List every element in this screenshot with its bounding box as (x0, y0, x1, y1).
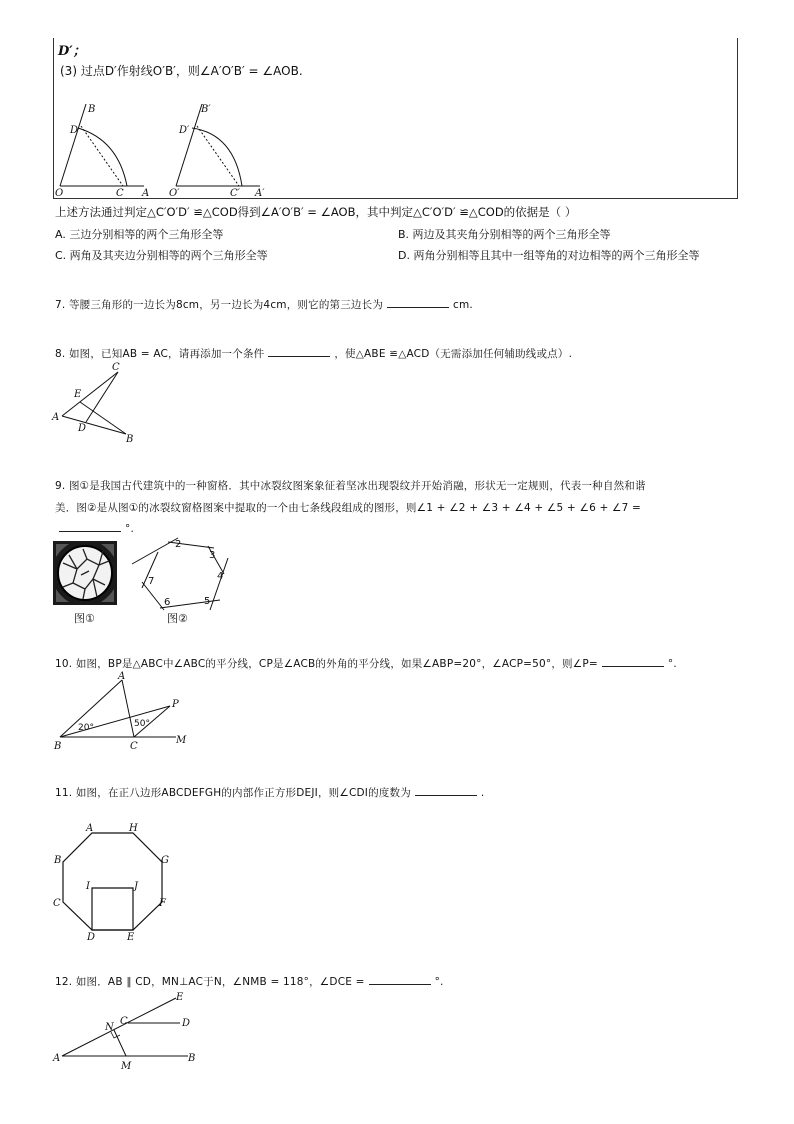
q6-stem: 上述方法通过判定△C′O′D′ ≌△COD得到∠A′O′B′ = ∠AOB，其中判定△C′O′D′ ≌△COD的依据是（ ） (55, 205, 577, 219)
q12-tail: °. (434, 976, 444, 988)
oct-label-i: I (86, 881, 90, 892)
oct-label-e: E (127, 932, 135, 943)
q10-figure (52, 670, 192, 752)
q8-label-d: D (78, 423, 87, 434)
q12-text: 12. 如图．AB ∥ CD，MN⊥AC于N，∠NMB = 118°，∠DCE = (55, 976, 365, 988)
q10-angle-20: 20° (78, 723, 94, 733)
q8-label-a: A (52, 412, 60, 423)
oct-label-a: A (86, 823, 94, 834)
seven-segment-figure (128, 534, 238, 614)
q8-answer-blank[interactable] (268, 346, 330, 357)
q11-answer-blank[interactable] (415, 785, 477, 796)
q10-text: 10. 如图，BP是△ABC中∠ABC的平分线，CP是∠ACB的外角的平分线，如果∠ABP=20°，∠ACP=50°，则∠P= (55, 658, 598, 670)
q8-figure (50, 360, 145, 445)
q10-label-p: P (172, 699, 179, 710)
q10-label-c: C (130, 741, 138, 752)
q8-label-e: E (74, 389, 82, 400)
label-o: O (55, 188, 64, 198)
label-b2: B′ (201, 104, 211, 115)
q10-answer-blank[interactable] (602, 656, 664, 667)
q10-angle-50: 50° (134, 719, 150, 729)
angle-label-2: 2 (175, 539, 182, 550)
label-c: C (116, 188, 124, 198)
angle-label-6: 6 (164, 597, 171, 608)
q10-label-a: A (118, 671, 126, 682)
angle-label-7: 7 (148, 576, 155, 587)
q12-label-m: M (121, 1061, 132, 1072)
q7-text: 7. 等腰三角形的一边长为8cm，另一边长为4cm，则它的第三边长为 (55, 299, 384, 311)
arc-right (192, 128, 242, 186)
label-o2: O′ (169, 188, 180, 198)
q12-answer-blank[interactable] (369, 974, 431, 985)
q9-line-1: 9. 图①是我国古代建筑中的一种窗格．其中冰裂纹图案象征着坚冰出现裂纹并开始消融，形状无一定规则，代表一种自然和谐 (55, 480, 646, 492)
oct-label-f: F (159, 898, 166, 909)
oct-label-g: G (161, 855, 169, 866)
question-8 (55, 346, 572, 361)
question-11 (55, 785, 484, 800)
q12-label-c: C (120, 1016, 128, 1027)
q9-tail: °. (125, 523, 134, 535)
q12-figure (52, 988, 212, 1074)
octagon-figure (50, 818, 180, 944)
label-b: B (88, 104, 96, 115)
angle-label-3: 3 (209, 550, 216, 561)
q6-option-d: D. 两角分别相等且其中一组等角的对边相等的两个三角形全等 (398, 249, 700, 262)
oct-label-c: C (53, 898, 61, 909)
label-d2: D′ (179, 125, 190, 136)
q11-tail: . (480, 787, 485, 799)
q9-line-2: 美．图②是从图①的冰裂纹窗格图案中提取的一个由七条线段组成的图形，则∠1 + ∠2 + ∠3 + ∠4 + ∠5 + ∠6 + ∠7 = (55, 502, 642, 514)
oct-label-b: B (54, 855, 62, 866)
question-7 (55, 297, 473, 312)
q12-label-a: A (53, 1053, 61, 1064)
ice-crack-window-figure (53, 541, 117, 605)
q8-label-c: C (112, 362, 120, 373)
ray-ob (60, 104, 86, 186)
q10-tail: °. (667, 658, 677, 670)
angle-label-4: 4 (217, 571, 224, 582)
question-12 (55, 974, 444, 989)
q6-option-b: B. 两边及其夹角分别相等的两个三角形全等 (398, 228, 611, 241)
box-top-line: D′； (58, 44, 86, 59)
q9-line-3 (55, 521, 134, 535)
q10-label-b: B (54, 741, 62, 752)
oct-label-h: H (129, 823, 138, 834)
q12-label-e: E (176, 992, 184, 1003)
q6-option-c: C. 两角及其夹边分别相等的两个三角形全等 (55, 249, 268, 262)
angle-label-5: 5 (204, 596, 211, 607)
oct-label-d: D (87, 932, 96, 943)
q6-option-a: A. 三边分别相等的两个三角形全等 (55, 228, 224, 241)
q8-text: 8. 如图，已知AB = AC，请再添加一个条件 (55, 348, 265, 360)
caption-figure-2: 图② (167, 612, 188, 625)
q12-label-b: B (188, 1053, 196, 1064)
oct-label-j: J (134, 881, 139, 892)
q7-answer-blank[interactable] (387, 297, 449, 308)
q9-answer-blank[interactable] (59, 521, 121, 532)
caption-figure-1: 图① (74, 612, 95, 625)
box-step-3: (3) 过点D′作射线O′B′，则∠A′O′B′ = ∠AOB. (60, 64, 303, 78)
q7-unit: cm. (453, 299, 473, 311)
label-a: A (142, 188, 150, 198)
question-10 (55, 656, 677, 671)
label-c2: C′ (230, 188, 240, 198)
q10-label-m: M (176, 735, 187, 746)
label-a2: A′ (255, 188, 265, 198)
q8-tail: ，使△ABE ≌△ACD（无需添加任何辅助线或点）. (334, 348, 573, 360)
label-d: D (70, 125, 79, 136)
dashed-dc (81, 126, 123, 186)
angle-construction-figures (52, 98, 282, 198)
q11-text: 11. 如图，在正八边形ABCDEFGH的内部作正方形DEJI，则∠CDI的度数为 (55, 787, 411, 799)
ray-o2b2 (176, 104, 202, 186)
q12-label-d: D (182, 1018, 191, 1029)
q8-label-b: B (126, 434, 134, 445)
q12-label-n: N (105, 1022, 114, 1033)
